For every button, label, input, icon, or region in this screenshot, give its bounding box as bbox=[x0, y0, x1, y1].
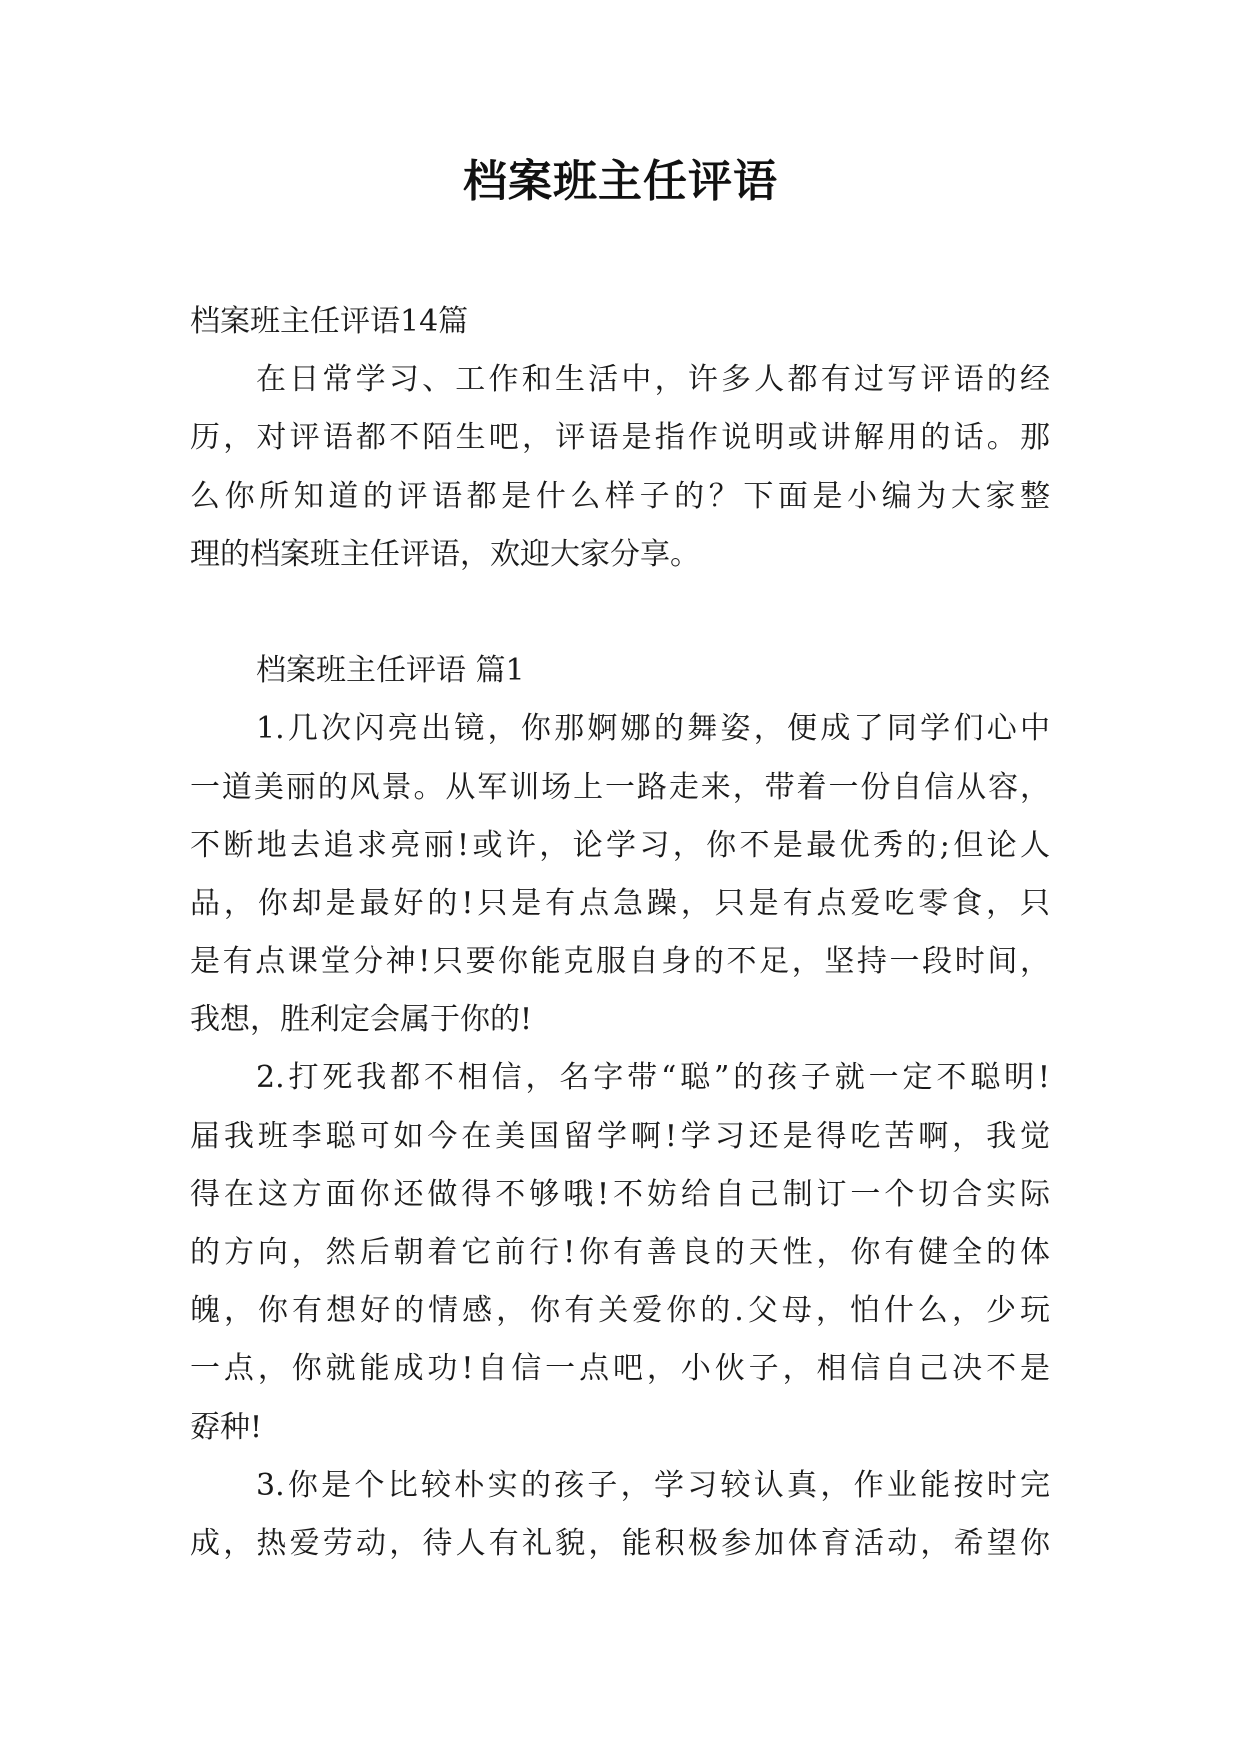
paragraph-line: 2.打死我都不相信，名字带“聪”的孩子就一定不聪明! bbox=[256, 1060, 1050, 1096]
section-heading: 档案班主任评语 篇1 bbox=[256, 653, 525, 689]
comment-item-2 bbox=[190, 1049, 1050, 1456]
paragraph-line: 是有点课堂分神!只要你能克服自身的不足，坚持一段时间， bbox=[190, 944, 1050, 980]
paragraph-line: 历，对评语都不陌生吧，评语是指作说明或讲解用的话。那 bbox=[190, 420, 1050, 456]
document-subtitle: 档案班主任评语14篇 bbox=[190, 304, 469, 339]
paragraph-line: 3.你是个比较朴实的孩子，学习较认真，作业能按时完 bbox=[256, 1467, 1050, 1503]
paragraph-line: 届我班李聪可如今在美国留学啊!学习还是得吃苦啊，我觉 bbox=[190, 1118, 1050, 1154]
paragraph-line: 在日常学习、工作和生活中，许多人都有过写评语的经 bbox=[256, 362, 1050, 398]
document-body bbox=[190, 293, 1050, 1573]
paragraph-line: 1.几次闪亮出镜，你那婀娜的舞姿，便成了同学们心中 bbox=[256, 711, 1050, 747]
paragraph-line: 孬种! bbox=[190, 1409, 263, 1445]
paragraph-line: 魄，你有想好的情感，你有关爱你的.父母，怕什么，少玩 bbox=[190, 1293, 1050, 1329]
paragraph-line: 品，你却是最好的!只是有点急躁，只是有点爱吃零食，只 bbox=[190, 885, 1050, 921]
comment-item-3 bbox=[190, 1457, 1050, 1573]
paragraph-line: 成，热爱劳动，待人有礼貌，能积极参加体育活动，希望你 bbox=[190, 1525, 1050, 1561]
paragraph-spacer bbox=[190, 584, 1050, 642]
document-title: 档案班主任评语 bbox=[463, 156, 778, 207]
paragraph-line: 我想，胜利定会属于你的! bbox=[190, 1002, 533, 1038]
paragraph-line: 的方向，然后朝着它前行!你有善良的天性，你有健全的体 bbox=[190, 1235, 1050, 1270]
intro-paragraph bbox=[190, 351, 1050, 584]
paragraph-line: 得在这方面你还做得不够哦!不妨给自己制订一个切合实际 bbox=[190, 1176, 1050, 1212]
paragraph-line: 理的档案班主任评语，欢迎大家分享。 bbox=[190, 536, 700, 572]
paragraph-line: 一道美丽的风景。从军训场上一路走来，带着一份自信从容， bbox=[190, 769, 1050, 805]
paragraph-line: 一点，你就能成功!自信一点吧，小伙子，相信自己决不是 bbox=[190, 1351, 1050, 1387]
paragraph-line: 不断地去追求亮丽!或许，论学习，你不是最优秀的;但论人 bbox=[190, 827, 1050, 863]
paragraph-line: 么你所知道的评语都是什么样子的？下面是小编为大家整 bbox=[190, 478, 1050, 514]
comment-item-1 bbox=[190, 700, 1050, 1049]
